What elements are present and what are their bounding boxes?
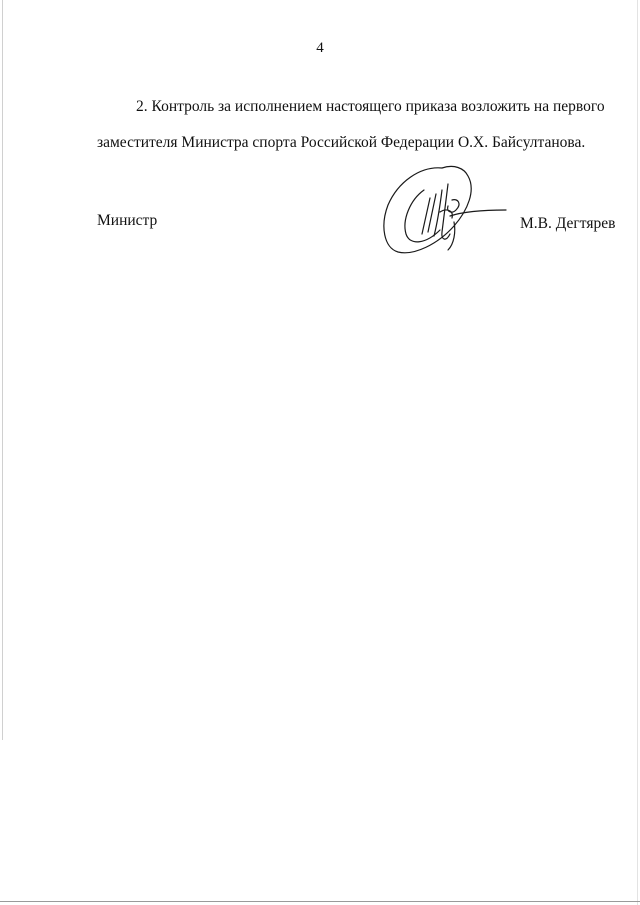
paragraph-line-2: заместителя Министра спорта Российской Федерации О.Х. Байсултанова. — [97, 134, 586, 151]
scan-edge-right — [637, 0, 638, 905]
scan-edge-bottom — [0, 901, 640, 902]
signature-icon — [380, 160, 510, 260]
scan-edge-left — [2, 0, 3, 740]
paragraph-line-1: 2. Контроль за исполнением настоящего приказа возложить на первого — [136, 98, 605, 115]
signatory-name: М.В. Дегтярев — [520, 215, 616, 232]
position-title: Министр — [97, 212, 158, 229]
page-number: 4 — [316, 40, 324, 56]
